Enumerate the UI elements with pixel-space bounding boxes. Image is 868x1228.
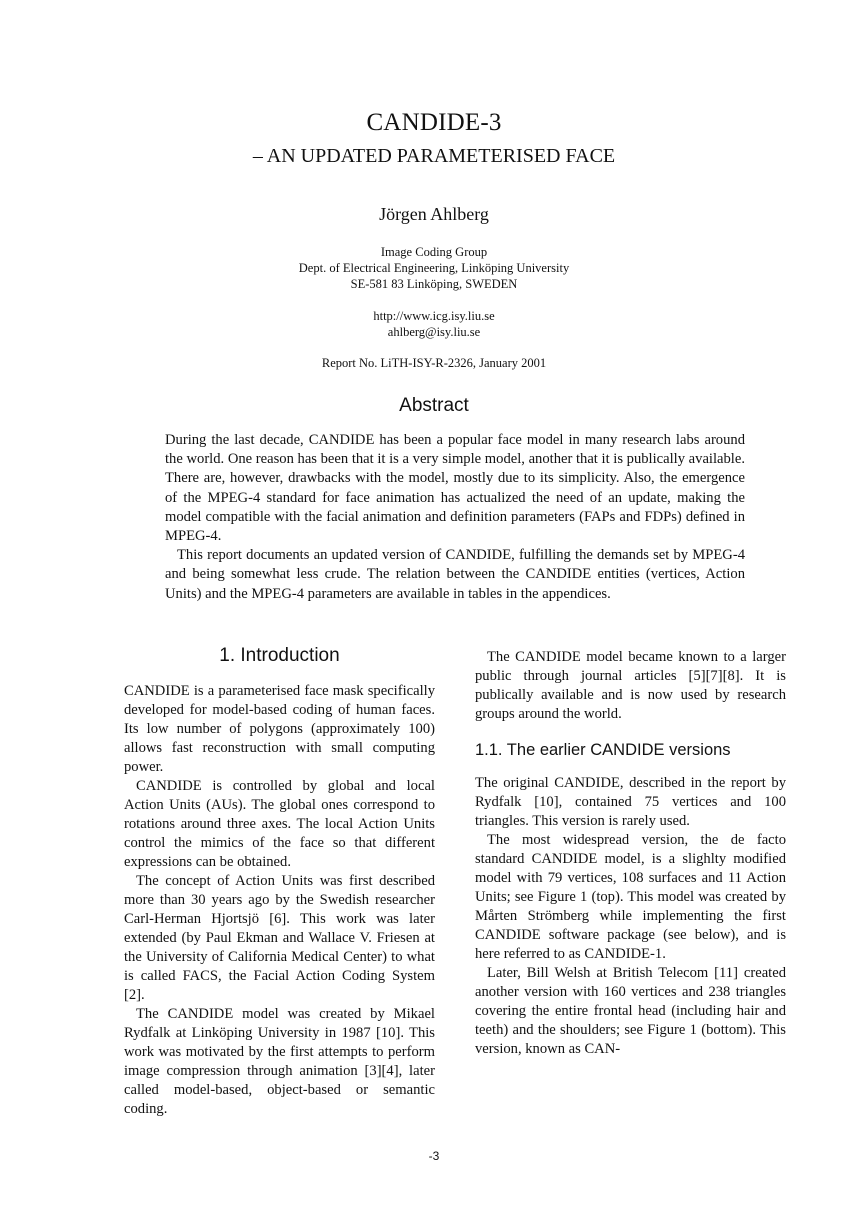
right-column-top xyxy=(475,648,786,724)
author-name: Jörgen Ahlberg xyxy=(379,204,489,224)
website-link[interactable]: http://www.icg.isy.liu.se xyxy=(373,309,495,323)
paper-title: CANDIDE-3 xyxy=(366,109,502,136)
abstract-paragraph: This report documents an updated version of CANDIDE, fulfilling the demands set by MPEG-4 and being somewhat less crude. The relation between the CANDIDE entities (vertices, Action Units) and the MPEG-4 parameters are available in tables in the appendices. xyxy=(165,547,745,602)
page-number: -3 xyxy=(428,1149,440,1163)
body-paragraph: CANDIDE is a parameterised face mask specifically developed for model-based coding of human faces. Its low number of polygons (approximately 100) allows fast reconstruction with small computing power. xyxy=(124,683,435,775)
contact-block xyxy=(0,308,868,340)
paper-subtitle: – AN UPDATED PARAMETERISED FACE xyxy=(252,145,616,167)
abstract-body xyxy=(165,431,745,604)
affiliation-line: Image Coding Group xyxy=(380,245,488,259)
affiliation xyxy=(0,244,868,292)
body-paragraph: The original CANDIDE, described in the report by Rydfalk [10], contained 75 vertices and 100 triangles. This version is rarely used. xyxy=(475,775,786,829)
affiliation-line: Dept. of Electrical Engineering, Linköping University xyxy=(298,261,570,275)
body-paragraph: CANDIDE is controlled by global and local Action Units (AUs). The global ones correspond to rotations around three axes. The local Action Units control the mimics of the face so that different expressions can be obtained. xyxy=(124,778,435,870)
abstract-paragraph: During the last decade, CANDIDE has been a popular face model in many research labs around the world. One reason has been that it is a very simple model, another that it is publically available. There are, however, drawbacks with the model, mostly due to its simplicity. Also, the emergence of the MPEG-4 standard for face animation has actualized the need of an update, making the model compatible with the facial animation and definition parameters (FAPs and FDPs) defined in MPEG-4. xyxy=(165,432,745,545)
body-paragraph: The CANDIDE model became known to a larger public through journal articles [5][7][8]. It is publically available and is now used by research groups around the world. xyxy=(475,649,786,722)
report-number: Report No. LiTH-ISY-R-2326, January 2001 xyxy=(321,356,547,370)
email-link[interactable]: ahlberg@isy.liu.se xyxy=(387,325,481,339)
section-heading-introduction: 1. Introduction xyxy=(219,645,340,666)
body-paragraph: The most widespread version, the de facto standard CANDIDE model, is a slighlty modified model with 79 vertices, 108 surfaces and 11 Action Units; see Figure 1 (top). This model was created by Mårten Strömberg while implementing the first CANDIDE software package (see below), and is here referred to as CANDIDE-1. xyxy=(475,832,786,962)
body-paragraph: The concept of Action Units was first described more than 30 years ago by the Swedish researcher Carl-Herman Hjortsjö [6]. This work was later extended (by Paul Ekman and Wallace V. Friesen at the University of California Medical Center) to what is called FACS, the Facial Action Coding System [2]. xyxy=(124,873,435,1003)
body-paragraph: Later, Bill Welsh at British Telecom [11] created another version with 160 vertices and 238 triangles covering the entire frontal head (including hair and teeth) and the shoulders; see Figure 1 (bottom). This version, known as CAN- xyxy=(475,965,786,1057)
affiliation-line: SE-581 83 Linköping, SWEDEN xyxy=(350,277,518,291)
abstract-heading: Abstract xyxy=(399,395,469,416)
subsection-heading-earlier-versions: 1.1. The earlier CANDIDE versions xyxy=(475,741,731,759)
body-paragraph: The CANDIDE model was created by Mikael Rydfalk at Linköping University in 1987 [10]. This work was motivated by the first attempts to perform image compression through animation [3][4], later called model-based, object-based or semantic coding. xyxy=(124,1006,435,1117)
right-column-bottom xyxy=(475,774,786,1059)
left-column xyxy=(124,682,435,1119)
